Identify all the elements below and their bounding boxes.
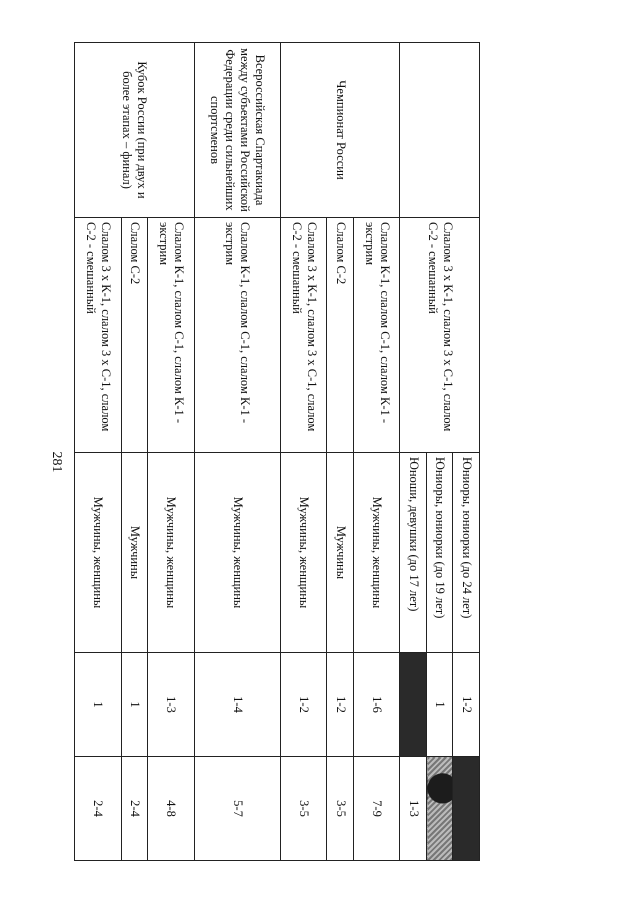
discipline-cell: Слалом С-2 (121, 218, 148, 453)
discipline-cell: Слалом С-2 (327, 218, 354, 453)
rank-b-cell: 2-4 (121, 757, 148, 861)
rank-b-cell-shaded (453, 757, 480, 861)
discipline-cell: Слалом К-1, слалом С-1, слалом К-1 - экстрим (148, 218, 194, 453)
group-cell: Мужчины, женщины (75, 453, 122, 653)
page-number: 281 (49, 451, 64, 473)
group-cell: Юниоры, юниорки (до 19 лет) (426, 453, 453, 653)
group-cell: Юниоры, юниорки (до 24 лет) (453, 453, 480, 653)
table-row (353, 43, 399, 861)
rank-b-cell-shaded (426, 757, 453, 861)
discipline-cell: Слалом К-1, слалом С-1, слалом К-1 - экстрим (194, 218, 280, 453)
group-cell: Мужчины (327, 453, 354, 653)
discipline-cell: Слалом 3 х К-1, слалом 3 х С-1, слалом С-2 - смешанный (280, 218, 326, 453)
rank-a-cell: 1-6 (353, 653, 399, 757)
table-row (148, 43, 194, 861)
discipline-cell: Слалом К-1, слалом С-1, слалом К-1 - экстрим (353, 218, 399, 453)
rank-b-cell: 7-9 (353, 757, 399, 861)
rankings-table (74, 42, 480, 861)
competition-cell (400, 43, 480, 218)
rank-b-cell: 3-5 (280, 757, 326, 861)
rank-b-cell: 3-5 (327, 757, 354, 861)
competition-cell: Чемпионат России (280, 43, 399, 218)
rank-a-cell: 1 (121, 653, 148, 757)
group-cell: Мужчины, женщины (194, 453, 280, 653)
rank-a-cell: 1-3 (148, 653, 194, 757)
rank-b-cell: 2-4 (75, 757, 122, 861)
rank-a-cell: 1-2 (453, 653, 480, 757)
rank-b-cell: 5-7 (194, 757, 280, 861)
competition-cell: Кубок России (при двух и более этапах – финал) (75, 43, 195, 218)
discipline-cell: Слалом 3 х К-1, слалом 3 х С-1, слалом С-2 - смешанный (400, 218, 480, 453)
table-row (194, 43, 280, 861)
group-cell: Мужчины, женщины (148, 453, 194, 653)
rank-a-cell: 1-2 (280, 653, 326, 757)
group-cell: Юноши, девушки (до 17 лет) (400, 453, 427, 653)
table-row (453, 43, 480, 861)
rank-b-cell: 1-3 (400, 757, 427, 861)
group-cell: Мужчины, женщины (353, 453, 399, 653)
rank-a-cell: 1-2 (327, 653, 354, 757)
discipline-cell: Слалом 3 х К-1, слалом 3 х С-1, слалом С-2 - смешанный (75, 218, 122, 453)
rotated-table-container (74, 42, 480, 860)
rank-a-cell: 1 (75, 653, 122, 757)
group-cell: Мужчины, женщины (280, 453, 326, 653)
rank-a-cell: 1 (426, 653, 453, 757)
rank-a-cell: 1-4 (194, 653, 280, 757)
rank-a-cell-shaded (400, 653, 427, 757)
rank-b-cell: 4-8 (148, 757, 194, 861)
group-cell: Мужчины (121, 453, 148, 653)
competition-cell: Всероссийская Спартакиада между субъектами Российской Федерации среди сильнейших спортсменов (194, 43, 280, 218)
